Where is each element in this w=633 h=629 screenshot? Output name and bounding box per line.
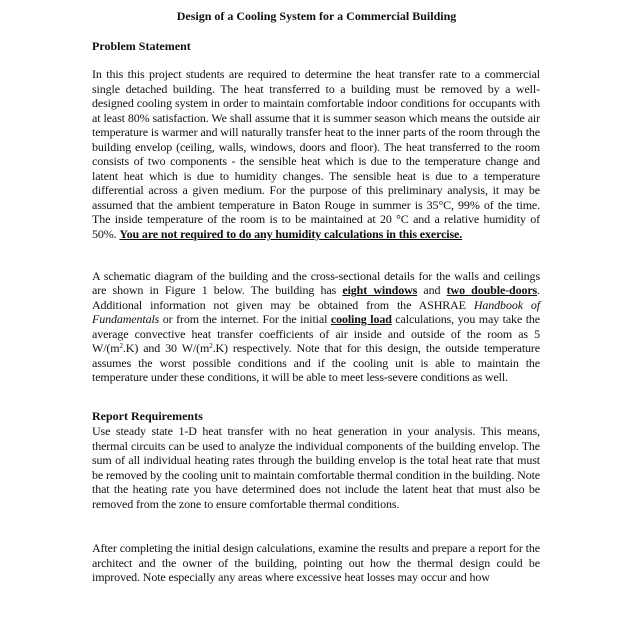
text-segment: . Additional information not given may be obtained from the ASHRAE bbox=[92, 283, 540, 312]
text-segment: .K) respectively. Note that for this design, the outside temperature assumes the worst possible conditions and if the cooling unit is able to maintain the temperature under these conditions, it will be able to meet less-severe conditions as well. bbox=[92, 341, 540, 385]
humidity-notice: You are not required to do any humidity calculations in this exercise. bbox=[119, 227, 463, 242]
paragraph-text: In this this project students are required to determine the heat transfer rate to a commercial single detached building. The heat transferred to a building must be removed by a well-designed cooling system in order to maintain comfortable indoor conditions for occupants with at least 80% satisfaction. We shall assume that it is summer season which means the outside air temperature is warmer and will naturally transfer heat to the inner parts of the room through the building envelop (ceiling, walls, windows, doors and floor). The heat transferred to the room consists of two components - the sensible heat which is due to the temperature change and latent heat which is due to humidity changes. The sensible heat is due to a temperature differential across a given medium. For the purpose of this preliminary analysis, it may be assumed that the ambient temperature in Baton Rouge in summer is 35°C, 99% of the time. The inside temperature of the room is to be maintained at 20 °C and a relative humidity of 50%. bbox=[92, 67, 540, 242]
problem-statement-paragraph-1 bbox=[92, 67, 540, 242]
cooling-load-emphasis: cooling load bbox=[330, 312, 392, 327]
text-segment: A schematic diagram of the building and the cross-sectional details for the walls and ceilings are shown in Figure 1 below. The building has bbox=[92, 269, 540, 298]
text-segment: calculations, you may take the average convective heat transfer coefficients of air inside and outside of the room as 5 W/(m bbox=[92, 312, 540, 356]
superscript: 2 bbox=[119, 342, 123, 351]
report-requirements-heading: Report Requirements bbox=[92, 409, 203, 423]
problem-statement-paragraph-2 bbox=[92, 269, 540, 385]
text-segment: .K) and 30 W/(m bbox=[122, 341, 210, 356]
superscript: 2 bbox=[209, 342, 213, 351]
problem-statement-heading: Problem Statement bbox=[92, 39, 191, 53]
document-title: Design of a Cooling System for a Commercial Building bbox=[176, 9, 457, 23]
report-requirements-paragraph-2: After completing the initial design calculations, examine the results and prepare a report for the architect and the owner of the building, pointing out how the thermal design could be improved. Note especially any areas where excessive heat losses may occur and how bbox=[92, 541, 540, 585]
report-requirements-paragraph-1: Use steady state 1-D heat transfer with no heat generation in your analysis. This means, thermal circuits can be used to analyze the individual components of the building envelop. The sum of all individual heating rates through the building envelop is the total heat rate that must be removed by the cooling unit to maintain comfortable thermal condition in the building. Note that the heating rate you have determined does not include the latent heat that must also be removed from the zone to ensure comfortable thermal conditions. bbox=[92, 424, 540, 511]
eight-windows-emphasis: eight windows bbox=[342, 283, 418, 298]
handbook-title: Handbook of Fundamentals bbox=[92, 297, 540, 327]
two-double-doors-emphasis: two double-doors bbox=[446, 283, 538, 298]
text-segment: or from the internet. For the initial bbox=[159, 312, 331, 327]
text-segment: and bbox=[417, 283, 447, 298]
